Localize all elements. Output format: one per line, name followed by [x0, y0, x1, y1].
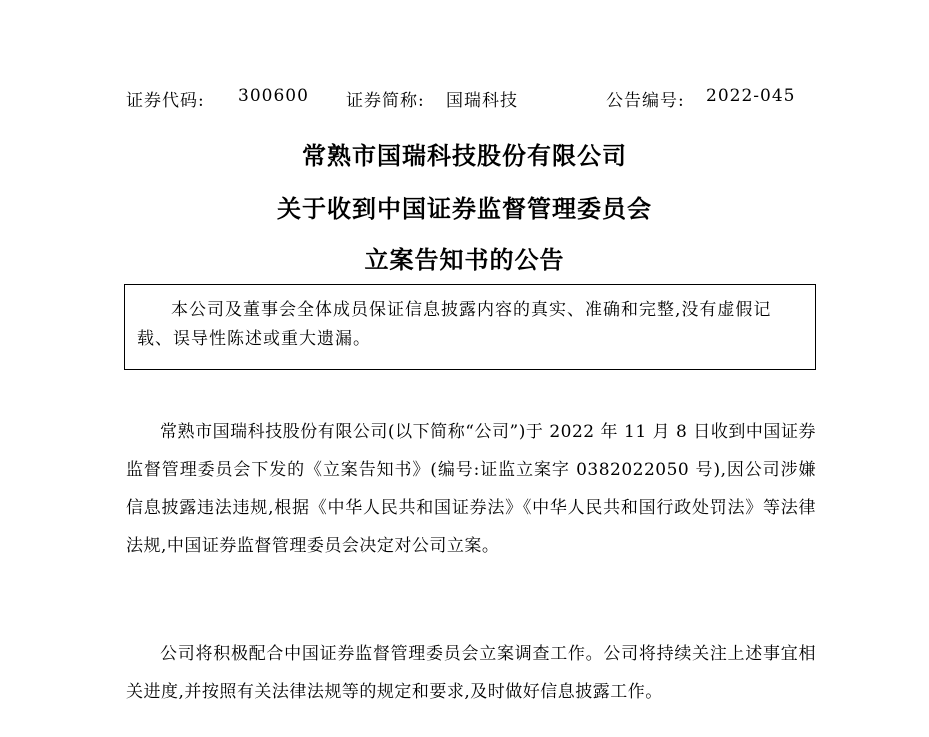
- body-paragraph-2: 公司将积极配合中国证券监督管理委员会立案调查工作。公司将持续关注上述事宜相关进度,并按照有关法律法规等的规定和要求,及时做好信息披露工作。: [126, 644, 816, 702]
- title-company: 常熟市国瑞科技股份有限公司: [302, 142, 627, 170]
- stock-name-value: 国瑞科技: [446, 91, 518, 111]
- title-document: 立案告知书的公告: [364, 246, 565, 274]
- announcement-number-value: 2022-045: [706, 86, 796, 106]
- stock-code-value: 300600: [238, 86, 309, 106]
- stock-code-label: 证券代码:: [126, 91, 205, 111]
- title-subject: 关于收到中国证券监督管理委员会: [277, 195, 652, 223]
- stock-name-label: 证券简称:: [346, 91, 425, 111]
- announcement-number-label: 公告编号:: [606, 91, 685, 111]
- disclosure-statement-box: 本公司及董事会全体成员保证信息披露内容的真实、准确和完整,没有虚假记载、误导性陈述或重大遗漏。: [124, 284, 816, 370]
- document-header: [126, 86, 806, 110]
- body-paragraph-1: 常熟市国瑞科技股份有限公司(以下简称“公司”)于 2022 年 11 月 8 日收到中国证券监督管理委员会下发的《立案告知书》(编号:证监立案字 0382022050 号),因公司涉嫌信息披露违法违规,根据《中华人民共和国证券法》《中华人民共和国行政处罚法》等法律法规,中国证券监督管理委员会决定对公司立案。: [126, 422, 816, 556]
